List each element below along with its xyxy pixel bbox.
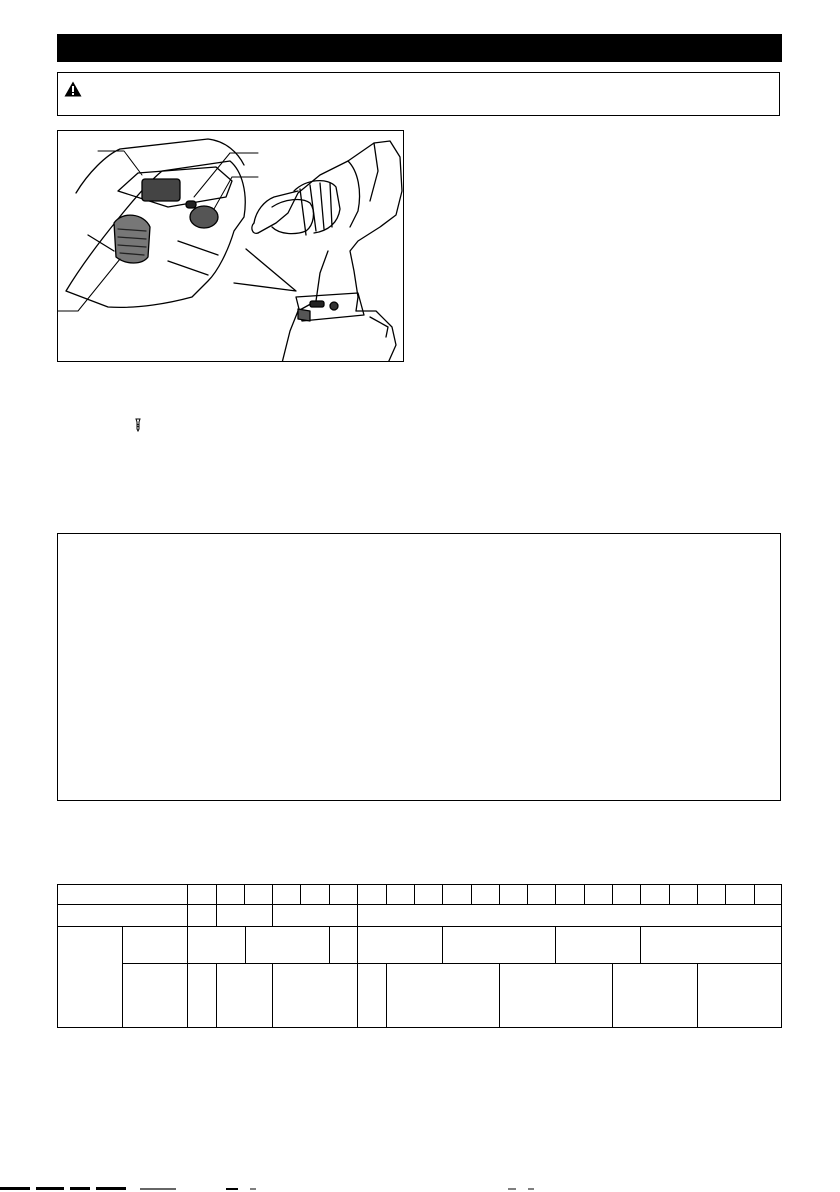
warning-triangle-icon (64, 81, 82, 97)
note-box (57, 533, 781, 801)
drill-line-art (58, 131, 404, 362)
screw-mode-icon (133, 418, 143, 432)
drill-illustration-figure (57, 130, 404, 362)
spec-table (57, 884, 782, 1028)
warning-box (57, 72, 780, 116)
page-edge-artifact (0, 1184, 840, 1192)
section-header-bar (57, 34, 782, 62)
